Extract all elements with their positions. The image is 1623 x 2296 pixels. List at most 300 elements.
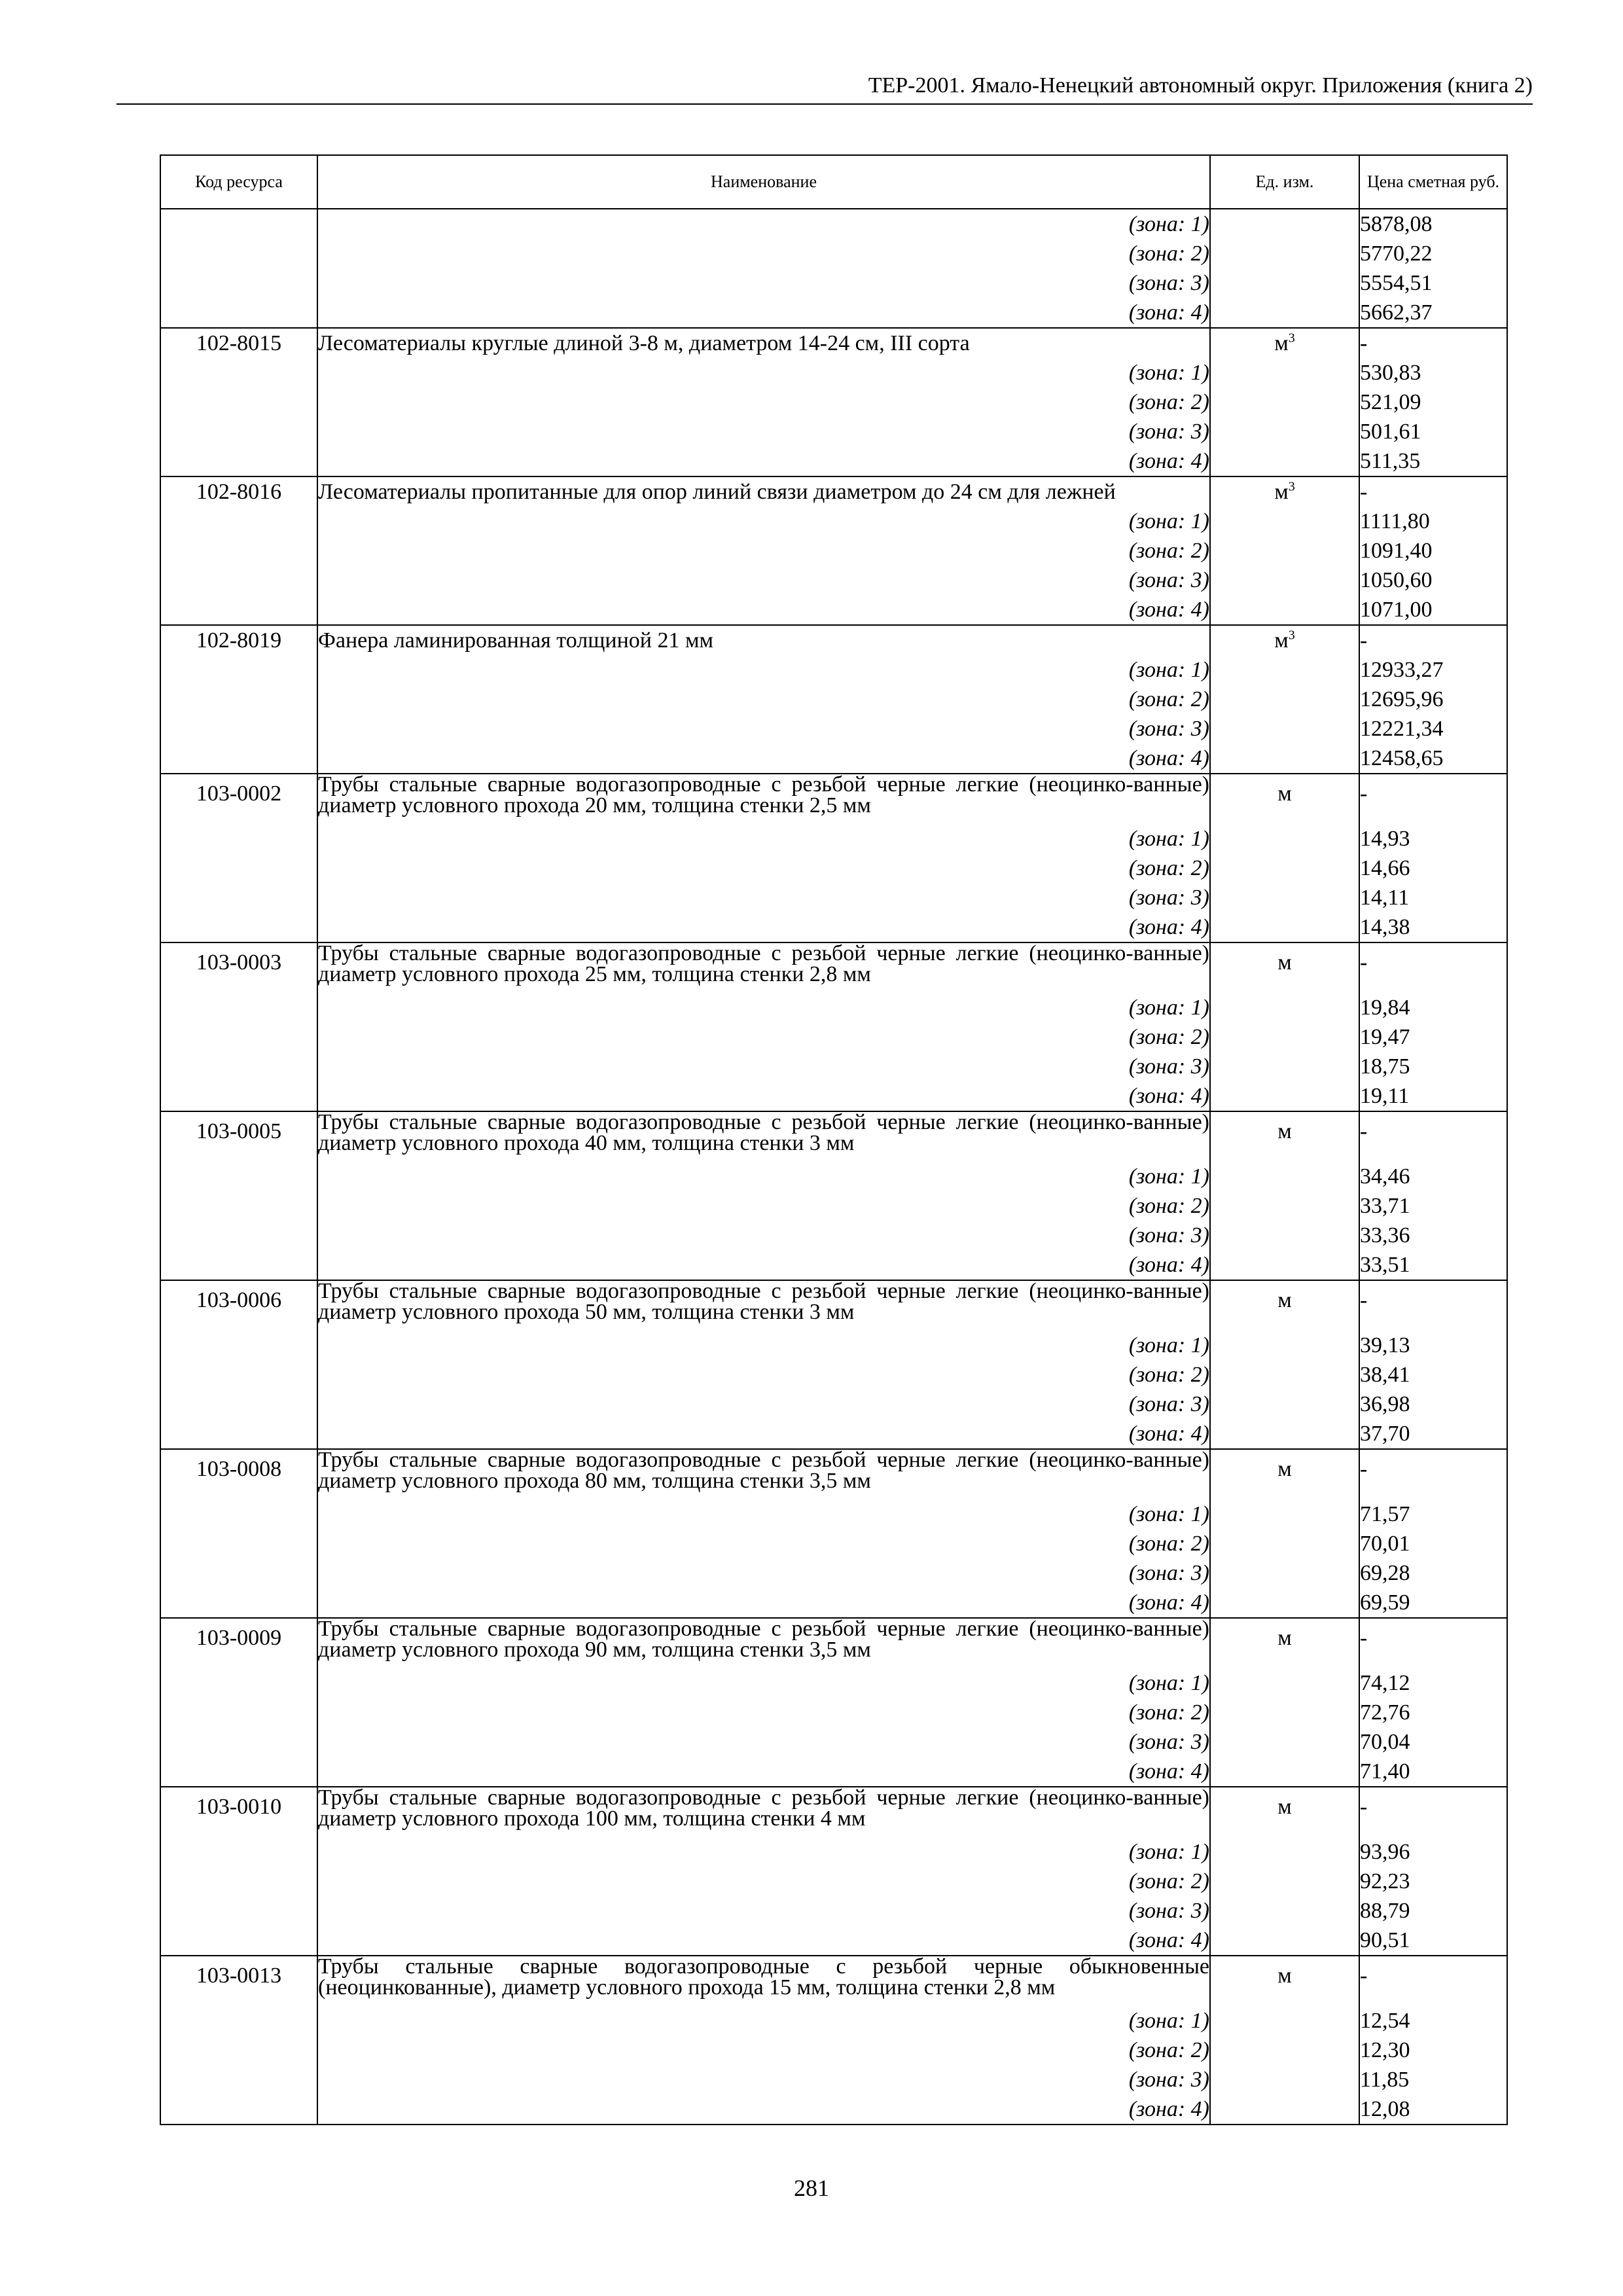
table-row — [160, 625, 1507, 655]
code-cell-empty — [160, 655, 317, 685]
unit-cell-empty — [1210, 1837, 1359, 1867]
zone-price: 19,11 — [1359, 1081, 1507, 1111]
zone-row — [160, 417, 1507, 446]
resource-code: 103-0010 — [160, 1787, 317, 1837]
zone-price: 19,84 — [1359, 993, 1507, 1022]
code-cell-empty — [160, 1419, 317, 1449]
zone-price: 12695,96 — [1359, 685, 1507, 714]
unit-cell-empty — [1210, 446, 1359, 476]
base-price: - — [1359, 1111, 1507, 1162]
unit-cell-empty — [1210, 1727, 1359, 1757]
base-price: - — [1359, 942, 1507, 993]
zone-label: (зона: 4) — [317, 1588, 1210, 1618]
zone-row — [160, 1191, 1507, 1221]
zone-label: (зона: 2) — [317, 853, 1210, 883]
zone-row — [160, 1698, 1507, 1727]
unit-text: м — [1277, 1626, 1292, 1650]
unit-cell-empty — [1210, 685, 1359, 714]
table-body — [160, 209, 1507, 2125]
unit-text: м — [1277, 1964, 1292, 1988]
unit-cell-empty — [1210, 1250, 1359, 1280]
zone-row — [160, 685, 1507, 714]
zone-label: (зона: 1) — [317, 507, 1210, 536]
resource-name: Трубы стальные сварные водогазопроводные с резьбой черные легкие (неоцинко-ванные) диаметр условного прохода 20 мм, толщина стенки 2,5 мм — [317, 774, 1210, 824]
table-row — [160, 1111, 1507, 1162]
code-cell-empty — [160, 853, 317, 883]
unit-cell-empty — [1210, 2006, 1359, 2036]
resource-code: 103-0013 — [160, 1956, 317, 2006]
unit-cell-empty — [1210, 268, 1359, 298]
zone-row — [160, 507, 1507, 536]
zone-row — [160, 1360, 1507, 1390]
zone-row — [160, 655, 1507, 685]
unit-cell-empty — [1210, 1926, 1359, 1956]
table-row — [160, 1618, 1507, 1668]
zone-row — [160, 1867, 1507, 1896]
unit-cell-empty — [1210, 387, 1359, 417]
zone-label: (зона: 3) — [317, 1727, 1210, 1757]
base-price: - — [1359, 625, 1507, 655]
code-cell-empty — [160, 1022, 317, 1052]
zone-price: 1071,00 — [1359, 595, 1507, 625]
zone-row — [160, 268, 1507, 298]
unit-cell-empty — [1210, 1081, 1359, 1111]
zone-row — [160, 1499, 1507, 1529]
zone-row — [160, 1588, 1507, 1618]
unit-cell-empty — [1210, 993, 1359, 1022]
resource-name: Лесоматериалы пропитанные для опор линий связи диаметром до 24 см для лежней — [317, 476, 1210, 507]
zone-label: (зона: 1) — [317, 1499, 1210, 1529]
zone-price: 39,13 — [1359, 1331, 1507, 1360]
zone-row — [160, 912, 1507, 942]
zone-row — [160, 2065, 1507, 2094]
zone-label: (зона: 3) — [317, 268, 1210, 298]
resource-code: 103-0002 — [160, 774, 317, 824]
zone-label: (зона: 4) — [317, 1757, 1210, 1787]
zone-label: (зона: 3) — [317, 417, 1210, 446]
resource-code: 103-0008 — [160, 1449, 317, 1499]
unit-cell-empty — [1210, 824, 1359, 853]
header-rule — [116, 103, 1533, 105]
column-header-name: Наименование — [317, 155, 1210, 209]
running-header: ТЕР-2001. Ямало-Ненецкий автономный округ. Приложения (книга 2) — [868, 73, 1533, 98]
unit-cell-empty — [1210, 655, 1359, 685]
code-cell-empty — [160, 1390, 317, 1419]
zone-price: 12221,34 — [1359, 714, 1507, 744]
column-header-price: Цена сметная руб. — [1359, 155, 1507, 209]
zone-row — [160, 2036, 1507, 2065]
base-price: - — [1359, 328, 1507, 358]
zone-label: (зона: 1) — [317, 2006, 1210, 2036]
code-cell-empty — [160, 714, 317, 744]
code-cell-empty — [160, 1757, 317, 1787]
zone-label: (зона: 3) — [317, 1558, 1210, 1588]
column-header-code: Код ресурса — [160, 155, 317, 209]
unit-cell-empty — [1210, 536, 1359, 565]
zone-price: 521,09 — [1359, 387, 1507, 417]
zone-row — [160, 1022, 1507, 1052]
zone-row — [160, 1727, 1507, 1757]
zone-price: 12,54 — [1359, 2006, 1507, 2036]
code-cell-empty — [160, 1558, 317, 1588]
unit-text: м — [1277, 1119, 1292, 1143]
zone-label: (зона: 2) — [317, 1867, 1210, 1896]
zone-price: 1091,40 — [1359, 536, 1507, 565]
zone-label: (зона: 3) — [317, 883, 1210, 912]
unit-cell-empty — [1210, 1529, 1359, 1558]
unit-cell-empty — [1210, 1896, 1359, 1926]
zone-label: (зона: 4) — [317, 1081, 1210, 1111]
table-row — [160, 328, 1507, 358]
zone-row — [160, 1081, 1507, 1111]
zone-row — [160, 2006, 1507, 2036]
zone-label: (зона: 4) — [317, 2094, 1210, 2125]
zone-label: (зона: 2) — [317, 1360, 1210, 1390]
code-cell-empty — [160, 2094, 317, 2125]
unit-of-measure — [1210, 1280, 1359, 1331]
zone-row — [160, 853, 1507, 883]
zone-label: (зона: 4) — [317, 744, 1210, 774]
code-cell-empty — [160, 387, 317, 417]
zone-label: (зона: 4) — [317, 1419, 1210, 1449]
code-cell-empty — [160, 1588, 317, 1618]
zone-label: (зона: 1) — [317, 1668, 1210, 1698]
unit-text: м — [1277, 1795, 1292, 1819]
zone-label: (зона: 2) — [317, 1191, 1210, 1221]
unit-cell-empty — [1210, 1867, 1359, 1896]
code-cell-empty — [160, 565, 317, 595]
unit-cell-empty — [1210, 298, 1359, 328]
resource-name: Лесоматериалы круглые длиной 3-8 м, диаметром 14-24 см, III сорта — [317, 328, 1210, 358]
unit-of-measure — [1210, 1787, 1359, 1837]
table-row — [160, 774, 1507, 824]
code-cell-empty — [160, 685, 317, 714]
zone-label: (зона: 4) — [317, 1250, 1210, 1280]
unit-cell-empty — [1210, 1558, 1359, 1588]
resource-name: Трубы стальные сварные водогазопроводные с резьбой черные легкие (неоцинко-ванные) диаметр условного прохода 25 мм, толщина стенки 2,8 мм — [317, 942, 1210, 993]
unit-cell-empty — [1210, 239, 1359, 268]
unit-text: м — [1274, 628, 1289, 653]
zone-row — [160, 824, 1507, 853]
unit-text: м — [1277, 1457, 1292, 1481]
zone-row — [160, 1558, 1507, 1588]
code-cell-empty — [160, 1896, 317, 1926]
table-row — [160, 1787, 1507, 1837]
resource-code: 102-8019 — [160, 625, 317, 655]
zone-price: 5662,37 — [1359, 298, 1507, 328]
table-row — [160, 1449, 1507, 1499]
zone-label: (зона: 4) — [317, 912, 1210, 942]
unit-cell-empty — [1210, 565, 1359, 595]
unit-cell-empty — [1210, 1360, 1359, 1390]
zone-price: 93,96 — [1359, 1837, 1507, 1867]
zone-row — [160, 565, 1507, 595]
resource-code: 103-0005 — [160, 1111, 317, 1162]
zone-price: 72,76 — [1359, 1698, 1507, 1727]
zone-price: 5554,51 — [1359, 268, 1507, 298]
zone-price: 1111,80 — [1359, 507, 1507, 536]
resource-code: 103-0006 — [160, 1280, 317, 1331]
code-cell-empty — [160, 1867, 317, 1896]
code-cell-empty — [160, 268, 317, 298]
zone-row — [160, 446, 1507, 476]
zone-label: (зона: 1) — [317, 358, 1210, 387]
zone-label: (зона: 1) — [317, 655, 1210, 685]
zone-price: 19,47 — [1359, 1022, 1507, 1052]
unit-of-measure — [1210, 328, 1359, 358]
code-cell-empty — [160, 1081, 317, 1111]
unit-cell-empty — [1210, 2065, 1359, 2094]
unit-cell-empty — [1210, 1419, 1359, 1449]
zone-price: 90,51 — [1359, 1926, 1507, 1956]
unit-of-measure — [1210, 774, 1359, 824]
page-number: 281 — [794, 2175, 829, 2201]
zone-price: 12,30 — [1359, 2036, 1507, 2065]
table-row — [160, 476, 1507, 507]
zone-row — [160, 1837, 1507, 1867]
unit-text: м — [1277, 781, 1292, 806]
unit-text: м — [1274, 331, 1289, 355]
unit-exponent: 3 — [1288, 331, 1295, 346]
code-cell-empty — [160, 1221, 317, 1250]
zone-price: 34,46 — [1359, 1162, 1507, 1191]
zone-price: 36,98 — [1359, 1390, 1507, 1419]
unit-cell-empty — [1210, 1162, 1359, 1191]
resource-name: Фанера ламинированная толщиной 21 мм — [317, 625, 1210, 655]
zone-row — [160, 993, 1507, 1022]
unit-of-measure — [1210, 476, 1359, 507]
zone-price: 1050,60 — [1359, 565, 1507, 595]
unit-of-measure — [1210, 942, 1359, 993]
unit-cell-empty — [1210, 1331, 1359, 1360]
unit-exponent: 3 — [1288, 628, 1295, 643]
unit-of-measure — [1210, 1956, 1359, 2006]
zone-price: 33,36 — [1359, 1221, 1507, 1250]
zone-price: 69,28 — [1359, 1558, 1507, 1588]
zone-label: (зона: 1) — [317, 824, 1210, 853]
code-cell-empty — [160, 417, 317, 446]
unit-cell-empty — [1210, 209, 1359, 239]
zone-label: (зона: 4) — [317, 298, 1210, 328]
zone-row — [160, 1419, 1507, 1449]
zone-price: 12933,27 — [1359, 655, 1507, 685]
resource-name: Трубы стальные сварные водогазопроводные с резьбой черные легкие (неоцинко-ванные) диаметр условного прохода 90 мм, толщина стенки 3,5 мм — [317, 1618, 1210, 1668]
code-cell-empty — [160, 446, 317, 476]
zone-label: (зона: 1) — [317, 1837, 1210, 1867]
zone-price: 18,75 — [1359, 1052, 1507, 1081]
code-cell-empty — [160, 1191, 317, 1221]
zone-label: (зона: 3) — [317, 1390, 1210, 1419]
zone-row — [160, 744, 1507, 774]
unit-cell-empty — [1210, 883, 1359, 912]
zone-price: 14,93 — [1359, 824, 1507, 853]
zone-row — [160, 883, 1507, 912]
unit-cell-empty — [1210, 358, 1359, 387]
code-cell-empty — [160, 912, 317, 942]
code-cell-empty — [160, 1529, 317, 1558]
code-cell-empty — [160, 744, 317, 774]
zone-price: 12458,65 — [1359, 744, 1507, 774]
code-cell-empty — [160, 358, 317, 387]
resource-name: Трубы стальные сварные водогазопроводные с резьбой черные легкие (неоцинко-ванные) диаметр условного прохода 80 мм, толщина стенки 3,5 мм — [317, 1449, 1210, 1499]
zone-price: 92,23 — [1359, 1867, 1507, 1896]
unit-cell-empty — [1210, 714, 1359, 744]
zone-price: 70,04 — [1359, 1727, 1507, 1757]
zone-label: (зона: 2) — [317, 1529, 1210, 1558]
zone-label: (зона: 2) — [317, 536, 1210, 565]
unit-cell-empty — [1210, 2094, 1359, 2125]
unit-of-measure — [1210, 1449, 1359, 1499]
zone-price: 5770,22 — [1359, 239, 1507, 268]
zone-label: (зона: 3) — [317, 1052, 1210, 1081]
base-price: - — [1359, 774, 1507, 824]
code-cell-empty — [160, 1926, 317, 1956]
base-price: - — [1359, 1280, 1507, 1331]
resource-code: 102-8016 — [160, 476, 317, 507]
code-cell-empty — [160, 1698, 317, 1727]
zone-price: 33,71 — [1359, 1191, 1507, 1221]
unit-cell-empty — [1210, 417, 1359, 446]
zone-price: 530,83 — [1359, 358, 1507, 387]
resource-name: Трубы стальные сварные водогазопроводные с резьбой черные легкие (неоцинко-ванные) диаметр условного прохода 100 мм, толщина стенки 4 мм — [317, 1787, 1210, 1837]
zone-row — [160, 1162, 1507, 1191]
zone-label: (зона: 3) — [317, 2065, 1210, 2094]
unit-of-measure — [1210, 1111, 1359, 1162]
unit-cell-empty — [1210, 1757, 1359, 1787]
resource-price-table — [160, 154, 1508, 2125]
zone-row — [160, 1221, 1507, 1250]
zone-label: (зона: 1) — [317, 1331, 1210, 1360]
zone-price: 88,79 — [1359, 1896, 1507, 1926]
base-price: - — [1359, 1956, 1507, 2006]
code-cell-empty — [160, 824, 317, 853]
code-cell-empty — [160, 2065, 317, 2094]
table-row — [160, 942, 1507, 993]
zone-row — [160, 358, 1507, 387]
zone-row — [160, 298, 1507, 328]
unit-cell-empty — [1210, 1698, 1359, 1727]
zone-price: 70,01 — [1359, 1529, 1507, 1558]
resource-code: 103-0009 — [160, 1618, 317, 1668]
zone-price: 37,70 — [1359, 1419, 1507, 1449]
unit-cell-empty — [1210, 744, 1359, 774]
unit-cell-empty — [1210, 1221, 1359, 1250]
zone-price: 14,66 — [1359, 853, 1507, 883]
code-cell-empty — [160, 536, 317, 565]
code-cell-empty — [160, 1727, 317, 1757]
zone-row — [160, 1896, 1507, 1926]
unit-cell-empty — [1210, 1390, 1359, 1419]
zone-price: 11,85 — [1359, 2065, 1507, 2094]
unit-cell-empty — [1210, 1668, 1359, 1698]
zone-price: 14,38 — [1359, 912, 1507, 942]
code-cell-empty — [160, 239, 317, 268]
code-cell-empty — [160, 1052, 317, 1081]
base-price: - — [1359, 1787, 1507, 1837]
zone-price: 511,35 — [1359, 446, 1507, 476]
zone-row — [160, 209, 1507, 239]
base-price: - — [1359, 1449, 1507, 1499]
zone-label: (зона: 2) — [317, 2036, 1210, 2065]
zone-label: (зона: 3) — [317, 714, 1210, 744]
resource-code: 103-0003 — [160, 942, 317, 993]
unit-exponent: 3 — [1288, 479, 1295, 494]
zone-row — [160, 1668, 1507, 1698]
zone-row — [160, 1331, 1507, 1360]
unit-cell-empty — [1210, 1052, 1359, 1081]
unit-cell-empty — [1210, 2036, 1359, 2065]
zone-row — [160, 1757, 1507, 1787]
code-cell-empty — [160, 1499, 317, 1529]
zone-label: (зона: 3) — [317, 1221, 1210, 1250]
unit-of-measure — [1210, 1618, 1359, 1668]
zone-price: 71,40 — [1359, 1757, 1507, 1787]
zone-label: (зона: 2) — [317, 1022, 1210, 1052]
table-row — [160, 1956, 1507, 2006]
unit-text: м — [1277, 1288, 1292, 1312]
zone-label: (зона: 2) — [317, 239, 1210, 268]
zone-price: 14,11 — [1359, 883, 1507, 912]
base-price: - — [1359, 476, 1507, 507]
unit-text: м — [1274, 480, 1289, 504]
zone-row — [160, 1390, 1507, 1419]
zone-label: (зона: 2) — [317, 387, 1210, 417]
zone-label: (зона: 2) — [317, 685, 1210, 714]
unit-cell-empty — [1210, 1588, 1359, 1618]
unit-text: м — [1277, 950, 1292, 975]
zone-price: 74,12 — [1359, 1668, 1507, 1698]
table-row — [160, 1280, 1507, 1331]
unit-cell-empty — [1210, 1499, 1359, 1529]
zone-label: (зона: 4) — [317, 446, 1210, 476]
zone-label: (зона: 4) — [317, 1926, 1210, 1956]
zone-label: (зона: 1) — [317, 1162, 1210, 1191]
column-header-unit: Ед. изм. — [1210, 155, 1359, 209]
zone-row — [160, 536, 1507, 565]
zone-price: 69,59 — [1359, 1588, 1507, 1618]
zone-price: 71,57 — [1359, 1499, 1507, 1529]
code-cell-empty — [160, 507, 317, 536]
zone-row — [160, 1052, 1507, 1081]
zone-label: (зона: 1) — [317, 993, 1210, 1022]
code-cell-empty — [160, 1668, 317, 1698]
zone-label: (зона: 3) — [317, 565, 1210, 595]
zone-price: 33,51 — [1359, 1250, 1507, 1280]
resource-name: Трубы стальные сварные водогазопроводные с резьбой черные легкие (неоцинко-ванные) диаметр условного прохода 50 мм, толщина стенки 3 мм — [317, 1280, 1210, 1331]
table-header-row — [160, 155, 1507, 209]
code-cell-empty — [160, 595, 317, 625]
code-cell-empty — [160, 1360, 317, 1390]
zone-price: 38,41 — [1359, 1360, 1507, 1390]
code-cell-empty — [160, 883, 317, 912]
zone-row — [160, 2094, 1507, 2125]
zone-row — [160, 1529, 1507, 1558]
zone-row — [160, 714, 1507, 744]
resource-name: Трубы стальные сварные водогазопроводные с резьбой черные обыкновенные (неоцинкованные), диаметр условного прохода 15 мм, толщина стенки 2,8 мм — [317, 1956, 1210, 2006]
zone-row — [160, 1926, 1507, 1956]
unit-cell-empty — [1210, 1191, 1359, 1221]
unit-cell-empty — [1210, 912, 1359, 942]
zone-label: (зона: 2) — [317, 1698, 1210, 1727]
code-cell-empty — [160, 209, 317, 239]
code-cell-empty — [160, 1331, 317, 1360]
zone-price: 5878,08 — [1359, 209, 1507, 239]
base-price: - — [1359, 1618, 1507, 1668]
unit-cell-empty — [1210, 853, 1359, 883]
code-cell-empty — [160, 2036, 317, 2065]
zone-price: 501,61 — [1359, 417, 1507, 446]
unit-cell-empty — [1210, 1022, 1359, 1052]
